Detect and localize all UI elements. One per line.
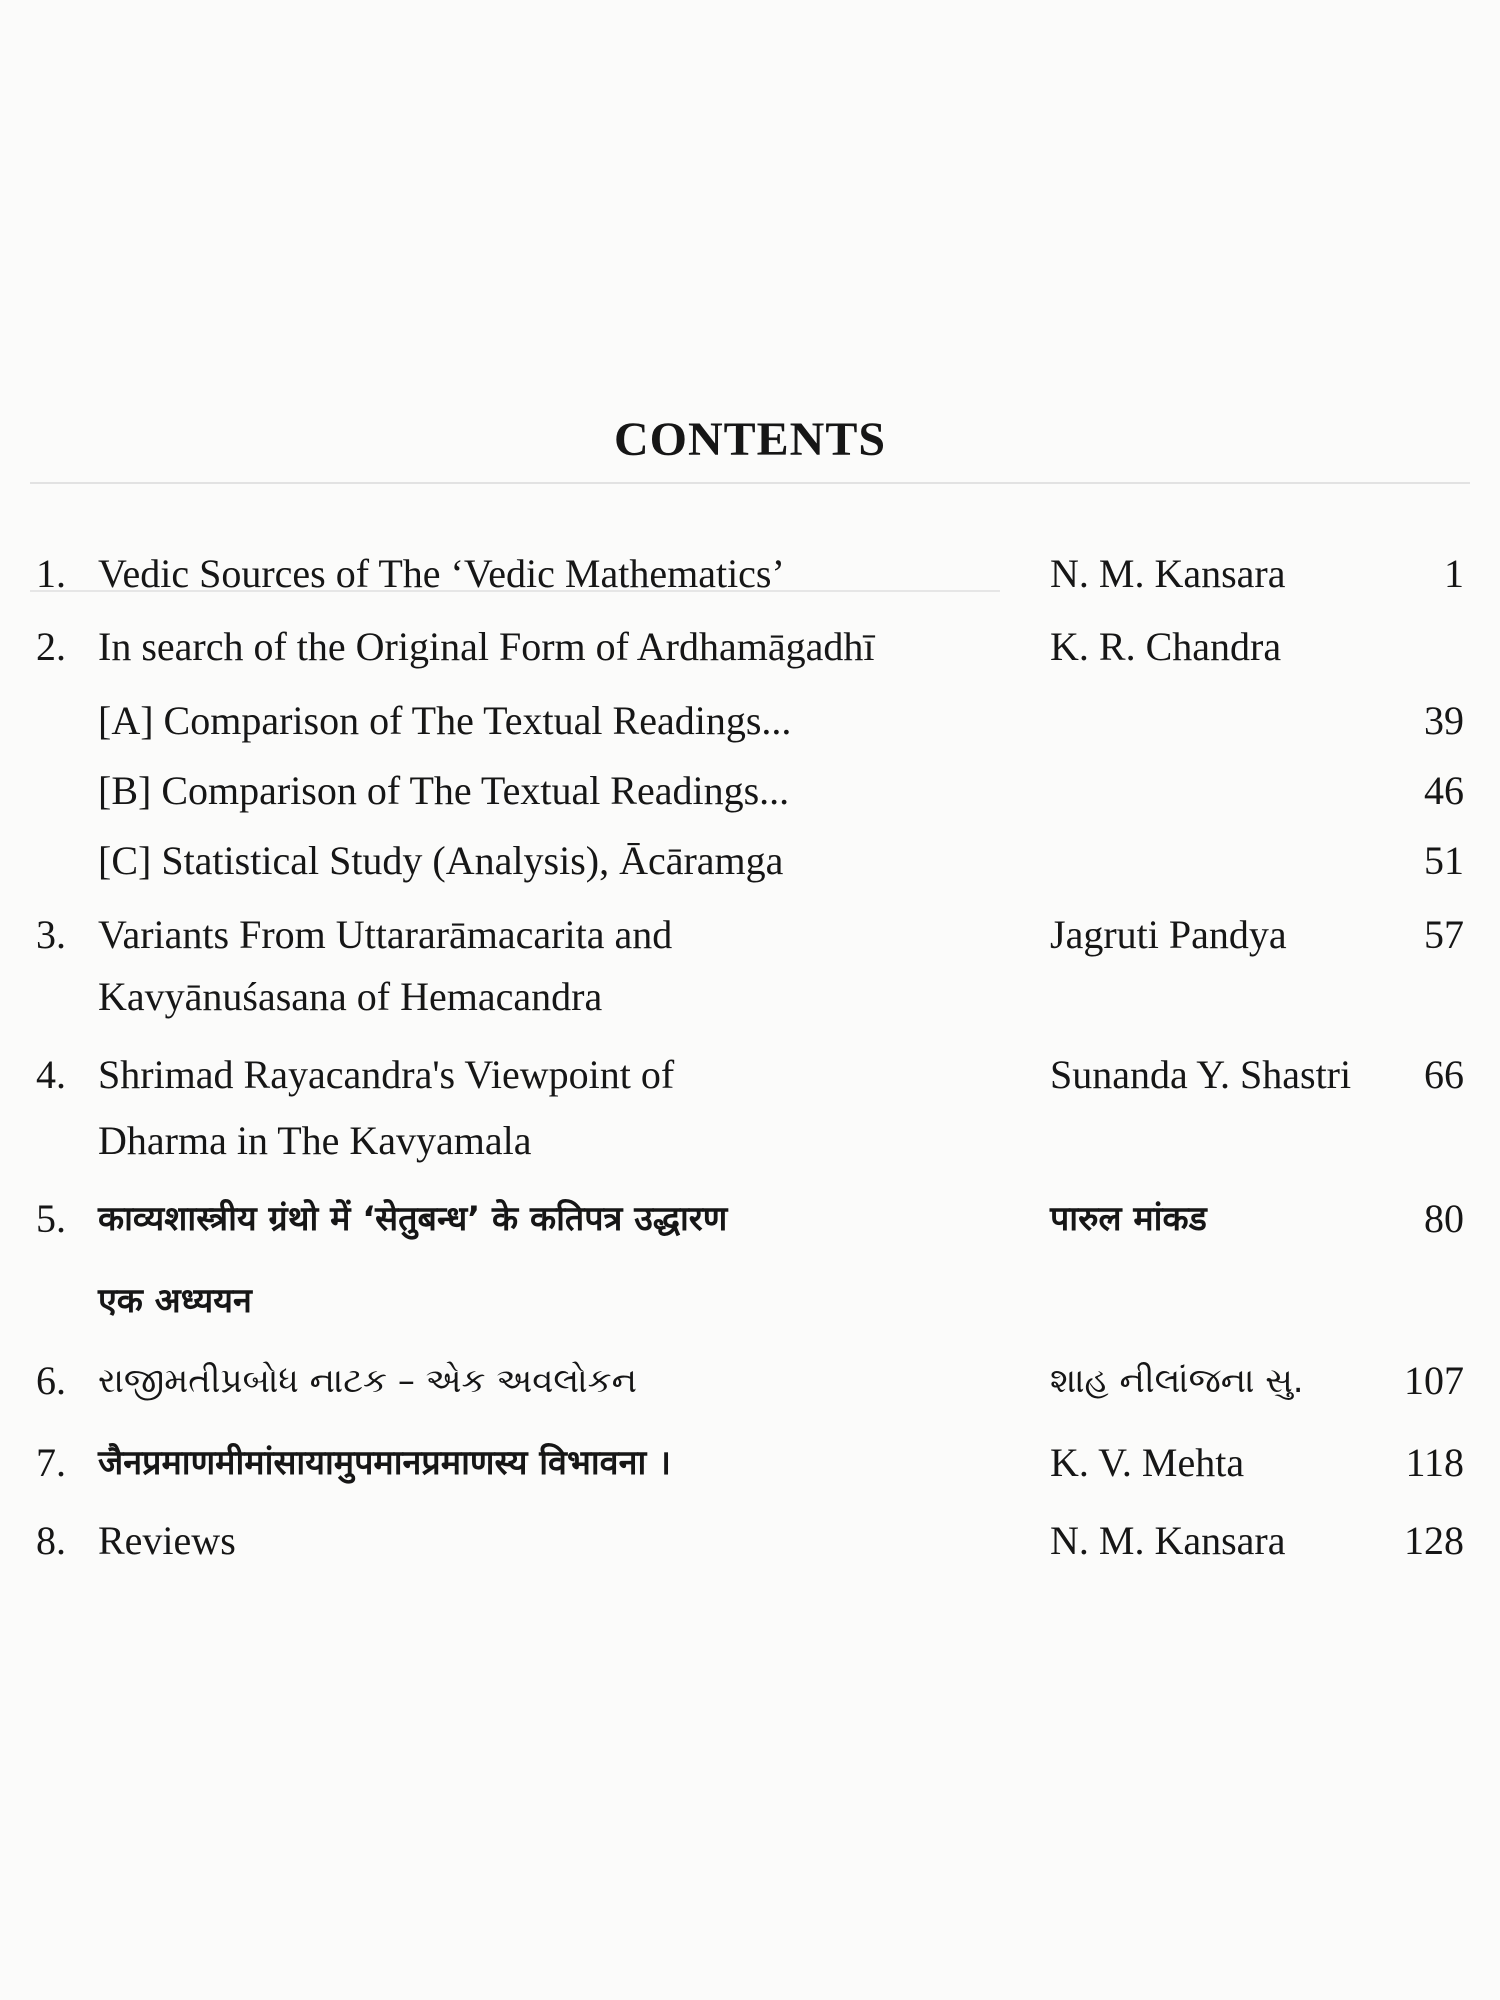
entry-number: 1. — [36, 551, 66, 596]
entry-number: 3. — [36, 912, 66, 957]
entry-author: Jagruti Pandya — [1050, 912, 1287, 957]
entry-page: 128 — [1404, 1518, 1464, 1563]
entry-title: Variants From Uttararāmacarita and Kavyānuśasana of Hemacandra — [98, 912, 673, 1019]
entry-title-line2: एक अध्ययन — [98, 1281, 252, 1321]
bleed-through-rule — [30, 482, 1470, 484]
entry-title: In search of the Original Form of Ardhamāgadhī — [98, 624, 875, 669]
page-title: CONTENTS — [613, 413, 887, 466]
entry-author: N. M. Kansara — [1050, 551, 1286, 596]
entry-author: K. V. Mehta — [1050, 1440, 1245, 1485]
entry-number: 2. — [36, 624, 66, 669]
entry-title: [C] Statistical Study (Analysis), Ācāramga — [98, 838, 784, 883]
entry-page: 80 — [1424, 1196, 1464, 1241]
entry-title: Vedic Sources of The ‘Vedic Mathematics’ — [98, 551, 785, 596]
entry-number: 6. — [36, 1358, 66, 1403]
entry-author: पारुल मांकड — [1050, 1199, 1207, 1239]
entry-number: 7. — [36, 1440, 66, 1485]
entry-title: [B] Comparison of The Textual Readings... — [98, 768, 790, 813]
entry-title: जैनप्रमाणमीमांसायामुपमानप्रमाणस्य विभावना । — [98, 1443, 671, 1483]
entry-author: N. M. Kansara — [1050, 1518, 1286, 1563]
entry-author: શાહ નીલાંજના સુ. — [1050, 1361, 1304, 1401]
entry-page: 46 — [1424, 768, 1464, 813]
entry-number: 5. — [36, 1196, 66, 1241]
entry-author: K. R. Chandra — [1050, 624, 1282, 669]
entry-page: 51 — [1424, 838, 1464, 883]
entry-title: [A] Comparison of The Textual Readings... — [98, 698, 792, 743]
entry-number: 8. — [36, 1518, 66, 1563]
entry-number: 4. — [36, 1052, 66, 1097]
entry-page: 39 — [1424, 698, 1464, 743]
entry-page: 57 — [1424, 912, 1464, 957]
entry-page: 107 — [1404, 1358, 1464, 1403]
entry-page: 1 — [1444, 551, 1464, 596]
entry-title: काव्यशास्त्रीय ग्रंथो में ‘सेतुबन्ध’ के कतिपत्र उद्धारण — [98, 1199, 728, 1239]
entry-title: Shrimad Rayacandra's Viewpoint of Dharma in The Kavyamala — [98, 1052, 675, 1163]
entry-page: 118 — [1405, 1440, 1464, 1485]
entry-author: Sunanda Y. Shastri — [1050, 1052, 1352, 1097]
entry-title: Reviews — [98, 1518, 236, 1563]
entry-page: 66 — [1424, 1052, 1464, 1097]
entry-title: રાજીમતીપ્રબોધ નાટક – એક અવલોકન — [98, 1361, 637, 1401]
